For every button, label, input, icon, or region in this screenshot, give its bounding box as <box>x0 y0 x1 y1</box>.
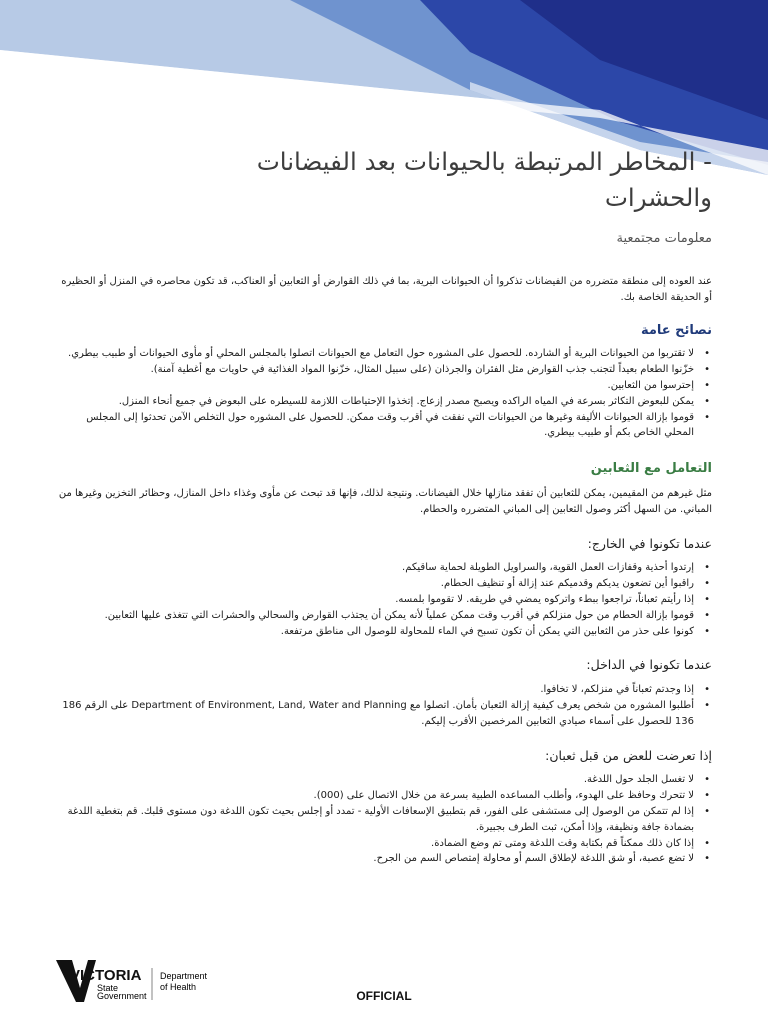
list-item: • إذا رأيتم ثعباناً، تراجعوا ببطء واتركوه يمضي في طريقه. لا تقوموا بلمسه. <box>56 592 698 608</box>
list-item: • لا تغسل الجلد حول اللدغة. <box>56 772 698 788</box>
inside-heading: عندما تكونوا في الداخل: <box>586 657 712 673</box>
logo-sub-government: Government <box>97 991 147 1001</box>
dept-line-2: of Health <box>160 982 197 992</box>
page-title <box>112 144 712 216</box>
list-item: • إذا وجدتم ثعباناً في منزلكم، لا تخافوا. <box>56 682 698 698</box>
list-item: • إذا كان ذلك ممكناً قم بكتابة وقت اللدغة ومتى تم وضع الضمادة. <box>56 836 698 852</box>
snakes-intro: مثل غيرهم من المقيمين، يمكن للثعابين أن تفقد منازلها خلال الفيضانات. ونتيجة لذلك، فإنها قد تبحث عن مأوى وغذاء داخل المنازل، وحظائر التخزين وغيرها من المباني. من السهل أكثر وصول الثعابين إلى المباني المتضرره والحطام. <box>58 487 712 515</box>
general-tips-list <box>56 346 712 441</box>
list-item: • إرتدوا أحذية وقفازات العمل القوية، والسراويل الطويلة لحماية ساقيكم. <box>56 560 698 576</box>
list-item: • قوموا بإزالة الحطام من حول منزلكم في أقرب وقت ممكن عملياً لأنه يمكن أن يجتذب القوارض والسحالي والحشرات التي تتغذى عليها الثعابين. <box>56 608 698 624</box>
list-item: • إحترسوا من الثعابين. <box>56 378 698 394</box>
inside-list <box>56 682 712 729</box>
list-item: • لا تقتربوا من الحيوانات البرية أو الشارده. للحصول على المشوره حول التعامل مع الحيوانات اتصلوا بالمجلس المحلي أو مأوى الحيوانات أو طبيب بيطري. <box>56 346 698 362</box>
logo-sub-state: State <box>97 983 119 993</box>
official-marking: OFFICIAL <box>356 989 412 1003</box>
list-item: • قوموا بإزالة الحيوانات الأليفة وغيرها من الحيوانات التي نفقت في أقرب وقت ممكن. للحصول على المشوره حول التخلص الآمن تحدثوا إلى المجلس المحلي الخاص بكم أو طبيب بيطري. <box>56 410 698 442</box>
page-subtitle: معلومات مجتمعية <box>616 231 712 246</box>
document-body <box>56 274 712 867</box>
bitten-heading: إذا تعرضت للعض من قبل ثعبان: <box>545 747 712 763</box>
title-line-2: والحشرات <box>604 183 712 212</box>
general-tips-heading: نصائح عامة <box>640 322 712 338</box>
outside-list <box>56 560 712 639</box>
title-line-1: - المخاطر المرتبطة بالحيوانات بعد الفيضانات <box>256 147 712 176</box>
list-item: • لا تتحرك وحافظ على الهدوء، وأطلب المساعده الطبية بسرعة من خلال الاتصال على (000). <box>56 788 698 804</box>
snakes-heading: التعامل مع الثعابين <box>590 461 712 477</box>
list-item: • راقبوا أين تضعون يديكم وقدميكم عند إزالة أو تنظيف الحطام. <box>56 576 698 592</box>
list-item: • كونوا على حذر من الثعابين التي يمكن أن تكون تسبح في الماء للمحاولة للوصول الى مناطق مرتفعة. <box>56 624 698 640</box>
bitten-list <box>56 772 712 867</box>
logo-text: VICTORIA <box>70 967 142 984</box>
list-item: • يمكن للبعوض التكاثر بسرعة في المياه الراكده ويصبح مصدر إزعاج. إتخذوا الإحتياطات اللازمة للسيطره على البعوض في جميع أنحاء المنزل. <box>56 394 698 410</box>
list-item: • لا تضع عصبة، أو شق اللدغة لإطلاق السم أو محاولة إمتصاص السم من الجرح. <box>56 851 698 867</box>
intro-paragraph: عند العوده إلى منطقة متضرره من الفيضانات تذكروا أن الحيوانات البرية، بما في ذلك القوارض أو الثعابين أو العناكب، قد تكون محاصره في المنزل أو الحظيره أو الحديقة الخاصة بك. <box>61 276 712 303</box>
dept-line-1: Department <box>160 971 208 981</box>
list-item: • إذا لم تتمكن من الوصول إلى مستشفى على الفور، قم بتطبيق الإسعافات الأولية - تمدد أو إجلس بحيث تكون اللدغة دون مستوى قلبك. قم بتغطية اللدغة بضمادة جافة ونظيفة، وإذا أمكن، ثبت الطرف بجبيرة. <box>56 804 698 836</box>
list-item: • خزّنوا الطعام بعيداً لتجنب جذب القوارض مثل الفئران والجرذان (على سبيل المثال، خزّنوا المواد الغذائية في حاويات مع أغطية آمنة). <box>56 362 698 378</box>
list-item: • أطلبوا المشوره من شخص يعرف كيفية إزالة الثعبان بأمان. اتصلوا مع Department of Environment, Land, Water and Planning على الرقم 186 136 للحصول على أسماء صيادي الثعابين المرخصين الأقرب إليكم. <box>56 698 698 730</box>
outside-heading: عندما تكونوا في الخارج: <box>587 535 712 551</box>
